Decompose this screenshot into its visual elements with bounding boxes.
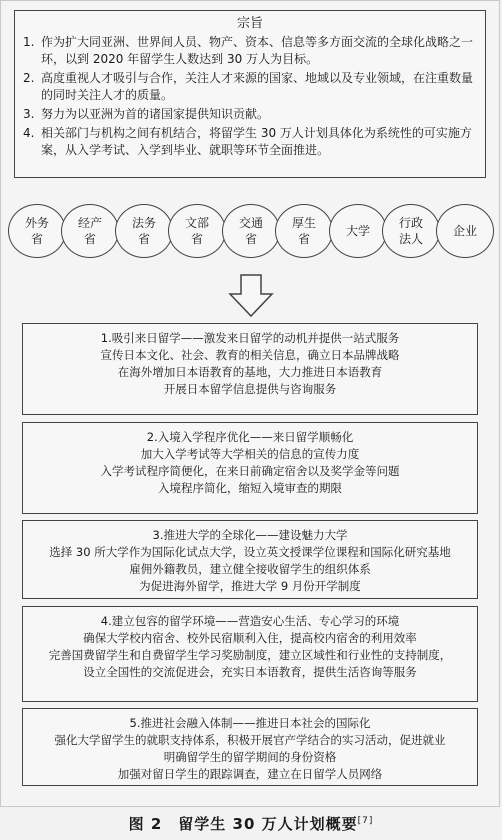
plan-line: 选择 30 所大学作为国际化试点大学，设立英文授课学位课程和国际化研究基地 [49,545,451,559]
aim-number: 2. [23,71,35,85]
aim-text: 作为扩大同亚洲、世界间人员、物产、资本、信息等多方面交流的全球化战略之一环，以到 2020 年留学生人数达到 30 万人为目标。 [41,35,474,66]
org-label: 省 [297,232,310,246]
plan-line: 加大入学考试等大学相关的信息的宣传力度 [140,447,360,461]
aim-text: 努力为以亚洲为首的诸国家提供知识贡献。 [41,107,270,121]
plan-line: 开展日本留学信息提供与咨询服务 [163,382,337,396]
plan-heading: 1.吸引来日留学——激发来日留学的动机并提供一站式服务 [100,331,400,345]
org-label: 大学 [345,224,370,238]
org-label: 省 [190,232,203,246]
org-meti [61,204,119,258]
plan-box-4 [22,606,478,702]
caption-text: 图 2 留学生 30 万人计划概要 [128,815,358,833]
org-label: 省 [244,232,257,246]
org-label: 经产 [77,216,102,230]
plan-line: 设立全国性的交流促进会，充实日本语教育，提供生活咨询等服务 [83,665,417,679]
plan-line: 确保大学校内宿舍、校外民宿顺利入住，提高校内宿舍的利用效率 [83,631,417,645]
aims-box [14,10,486,178]
org-administrative-corporations [382,204,440,258]
plan-line: 明确留学生的留学期间的身份资格 [163,750,337,764]
org-label: 法人 [398,232,423,246]
org-justice-ministry [115,204,173,258]
organizations-row [8,204,494,258]
org-label: 外务 [24,216,49,230]
plan-heading: 5.推进社会融入体制——推进日本社会的国际化 [129,716,371,730]
plan-line: 强化大学留学生的就职支持体系，积极开展官产学结合的实习活动，促进就业 [54,733,446,747]
plan-box-1 [22,323,478,415]
aim-number: 4. [23,126,35,140]
plan-box-5 [22,708,478,786]
org-enterprises [436,204,494,258]
plan-heading: 4.建立包容的留学环境——营造安心生活、专心学习的环境 [100,614,400,628]
aims-title: 宗旨 [236,16,263,31]
aim-number: 3. [23,107,35,121]
plan-line: 入学考试程序简便化，在来日前确定宿舍以及奖学金等问题 [100,464,400,478]
plan-heading: 2.入境入学程序优化——来日留学顺畅化 [146,430,354,444]
org-universities [329,204,387,258]
org-label: 行政 [398,216,423,230]
plan-box-3 [22,520,478,599]
figure-caption [0,806,502,837]
org-label: 厚生 [291,216,316,230]
aim-item [23,34,477,68]
plan-line: 为促进海外留学，推进大学 9 月份开学制度 [139,579,361,593]
aim-item [23,70,477,104]
plan-line: 完善国费留学生和自费留学生学习奖励制度，建立区域性和行业性的支持制度， [48,648,452,662]
plan-line: 加强对留日学生的跟踪调查，建立在日留学人员网络 [117,767,383,781]
plan-line: 雇佣外籍教员，建立健全接收留学生的组织体系 [129,562,371,576]
plan-line: 入境程序简化，缩短入境审查的期限 [158,481,342,495]
aim-text: 相关部门与机构之间有机结合，将留学生 30 万人计划具体化为系统性的可实施方案，从入学考试、入学到毕业、就职等环节全面推进。 [41,126,472,157]
plan-line: 在海外增加日本语教育的基地，大力推进日本语教育 [117,365,383,379]
org-foreign-ministry [8,204,66,258]
aim-item [23,125,477,159]
down-arrow-icon [228,274,274,318]
caption-reference: [7] [357,816,374,826]
org-label: 文部 [184,216,209,230]
aim-text: 高度重视人才吸引与合作，关注人才来源的国家、地域以及专业领域，在注重数量的同时关注人才的质量。 [41,71,474,102]
org-mext [168,204,226,258]
org-label: 企业 [452,224,477,238]
org-label: 省 [137,232,150,246]
org-label: 省 [83,232,96,246]
org-label: 法务 [131,216,156,230]
plan-heading: 3.推进大学的全球化——建设魅力大学 [152,528,348,542]
org-label: 省 [30,232,43,246]
org-transport-ministry [222,204,280,258]
plan-line: 宣传日本文化、社会、教育的相关信息，确立日本品牌战略 [100,348,400,362]
org-label: 交通 [238,216,263,230]
aim-item [23,106,477,123]
aim-number: 1. [23,35,35,49]
plan-box-2 [22,422,478,514]
org-health-ministry [275,204,333,258]
